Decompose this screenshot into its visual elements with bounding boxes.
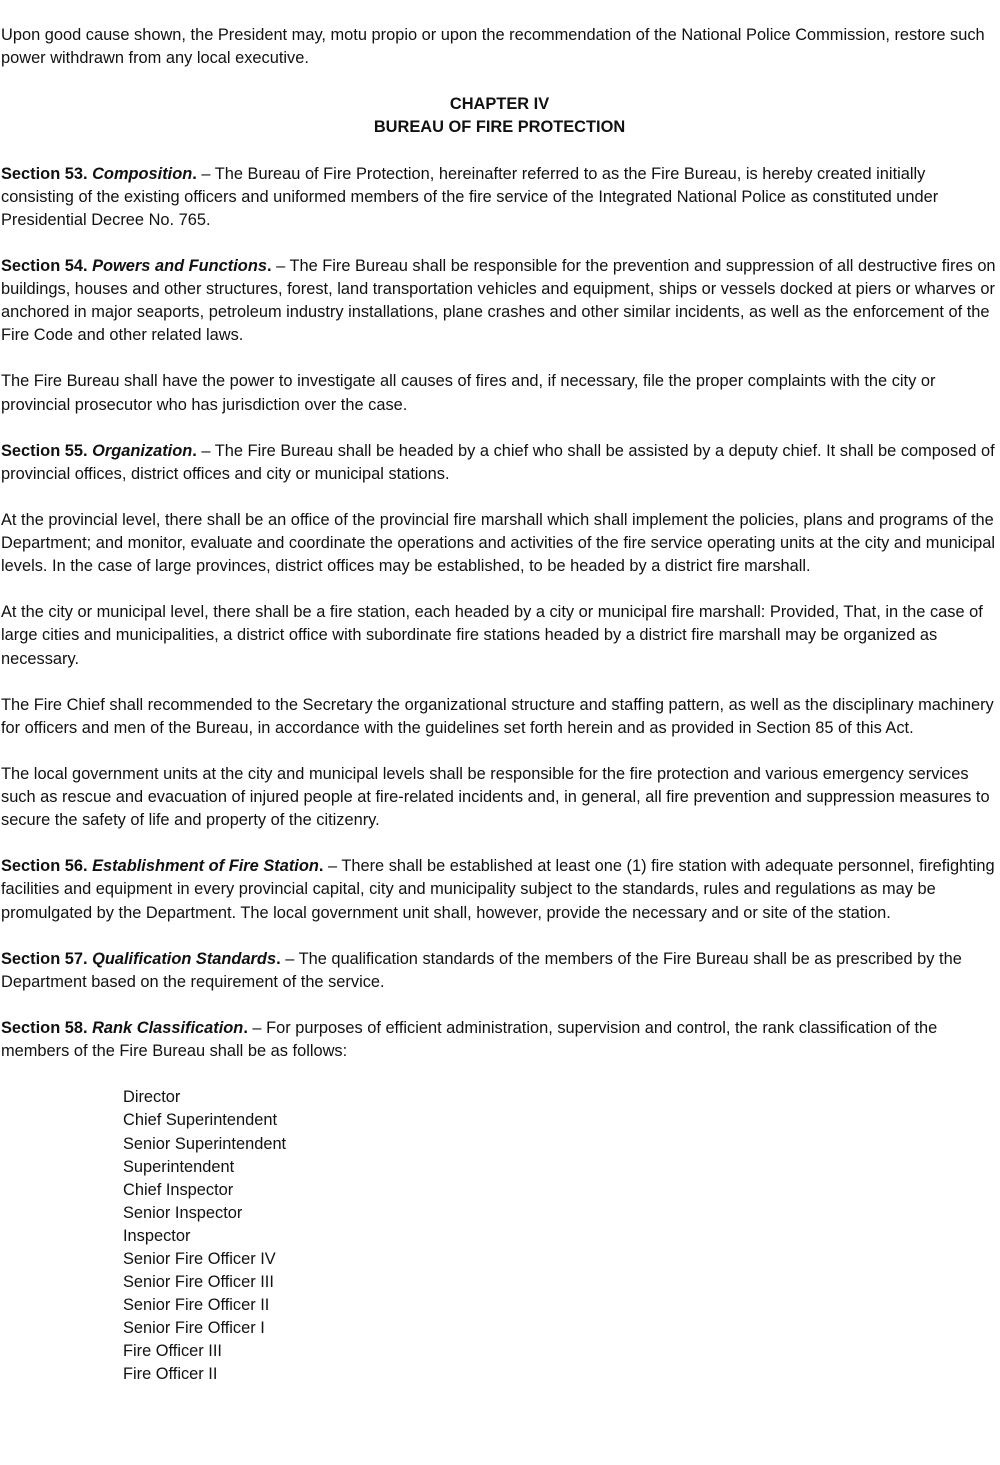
section-body: – The Fire Bureau shall be responsible for the prevention and suppression of all destructive fires on buildings, houses and other structures, forest, land transportation vehicles and equipment, ships or vessels docked at piers or wharves or anchored in major seaports, petroleum industry installations, plane crashes and other similar incidents, as well as the enforcement of the Fire Code and other related laws.: [1, 256, 996, 345]
section-55-paragraph-5: The local government units at the city and municipal levels shall be responsible for the fire protection and various emergency services such as rescue and evacuation of injured people at fire-related incidents and, in general, all fire prevention and suppression measures to secure the safety of life and property of the citizenry.: [1, 765, 990, 830]
section-54-paragraph-2: The Fire Bureau shall have the power to investigate all causes of fires and, if necessary, file the proper complaints with the city or provincial prosecutor who has jurisdiction over the case.: [1, 372, 936, 414]
section-title-dot: .: [276, 949, 281, 968]
section-title-dot: .: [318, 857, 324, 876]
rank-item: Chief Inspector: [123, 1180, 234, 1199]
section-55-paragraph-3: At the city or municipal level, there shall be a fire station, each headed by a city or municipal fire marshall: Provided, That, in the case of large cities and municipalities, a district office with subordinate fire stations headed by a district fire marshall may be organized as necessary.: [1, 603, 983, 668]
section-number: Section 58.: [1, 1019, 93, 1038]
section-title: Qualification Standards: [92, 949, 277, 968]
rank-item: Senior Fire Officer II: [123, 1296, 270, 1315]
section-55-paragraph-4: The Fire Chief shall recommended to the Secretary the organizational structure and staffing pattern, as well as the disciplinary machinery for officers and men of the Bureau, in accordance with the guidelines set forth herein and as provided in Section 85 of this Act.: [1, 695, 994, 737]
rank-item: Fire Officer III: [123, 1342, 222, 1361]
section-body: – The qualification standards of the members of the Fire Bureau shall be as prescribed by the Department based on the requirement of the service.: [1, 949, 962, 991]
section-53: [1, 163, 998, 232]
section-title-dot: .: [243, 1019, 248, 1038]
section-body: – For purposes of efficient administration, supervision and control, the rank classification of the members of the Fire Bureau shall be as follows:: [1, 1019, 938, 1061]
section-54: [1, 255, 998, 347]
section-number: Section 56.: [1, 857, 93, 876]
section-body: – The Fire Bureau shall be headed by a chief who shall be assisted by a deputy chief. It shall be composed of provincial offices, district offices and city or municipal stations.: [1, 441, 995, 483]
chapter-number: CHAPTER IV: [449, 95, 550, 114]
section-number: Section 55.: [1, 441, 93, 460]
rank-list: [123, 1086, 998, 1386]
section-title: Composition: [92, 164, 193, 183]
section-55: [1, 440, 998, 486]
section-title-dot: .: [266, 256, 272, 275]
section-58: [1, 1017, 998, 1063]
section-title-dot: .: [192, 164, 197, 183]
section-title: Establishment of Fire Station: [92, 857, 319, 876]
section-number: Section 53.: [1, 164, 93, 183]
section-number: Section 54.: [1, 256, 93, 275]
rank-item: Superintendent: [123, 1157, 235, 1176]
section-title: Rank Classification: [92, 1019, 244, 1038]
section-title: Organization: [92, 441, 193, 460]
section-number: Section 57.: [1, 949, 93, 968]
section-body: – The Bureau of Fire Protection, hereinafter referred to as the Fire Bureau, is hereby created initially consisting of the existing officers and uniformed members of the fire service of the Integrated National Police as constituted under Presidential Decree No. 765.: [1, 164, 939, 229]
section-55-paragraph-2: At the provincial level, there shall be an office of the provincial fire marshall which shall implement the policies, plans and programs of the Department; and monitor, evaluate and coordinate the operations and activities of the fire service operating units at the city and municipal levels. In the case of large provinces, district offices may be established, to be headed by a district fire marshall.: [1, 510, 996, 576]
chapter-heading: [1, 93, 998, 139]
intro-paragraph: Upon good cause shown, the President may, motu propio or upon the recommendation of the National Police Commission, restore such power withdrawn from any local executive.: [1, 26, 985, 68]
section-body: – There shall be established at least one (1) fire station with adequate personnel, firefighting facilities and equipment in every provincial capital, city and municipality subject to the standards, rules and regulations as may be promulgated by the Department. The local government unit shall, however, provide the necessary and or site of the station.: [1, 857, 995, 922]
chapter-title: BUREAU OF FIRE PROTECTION: [373, 118, 626, 137]
document-page: [1, 24, 998, 1387]
rank-item: Senior Fire Officer I: [123, 1319, 265, 1338]
section-56: [1, 855, 998, 924]
rank-item: Senior Inspector: [123, 1203, 243, 1222]
section-57: [1, 948, 998, 994]
rank-item: Chief Superintendent: [123, 1111, 277, 1130]
section-title-dot: .: [192, 441, 197, 460]
rank-item: Senior Fire Officer III: [123, 1273, 274, 1292]
section-title: Powers and Functions: [92, 256, 267, 275]
rank-item: Director: [123, 1088, 181, 1107]
rank-item: Inspector: [123, 1226, 191, 1245]
rank-item: Senior Superintendent: [123, 1134, 287, 1153]
rank-item: Senior Fire Officer IV: [123, 1249, 276, 1268]
rank-item: Fire Officer II: [123, 1365, 218, 1384]
